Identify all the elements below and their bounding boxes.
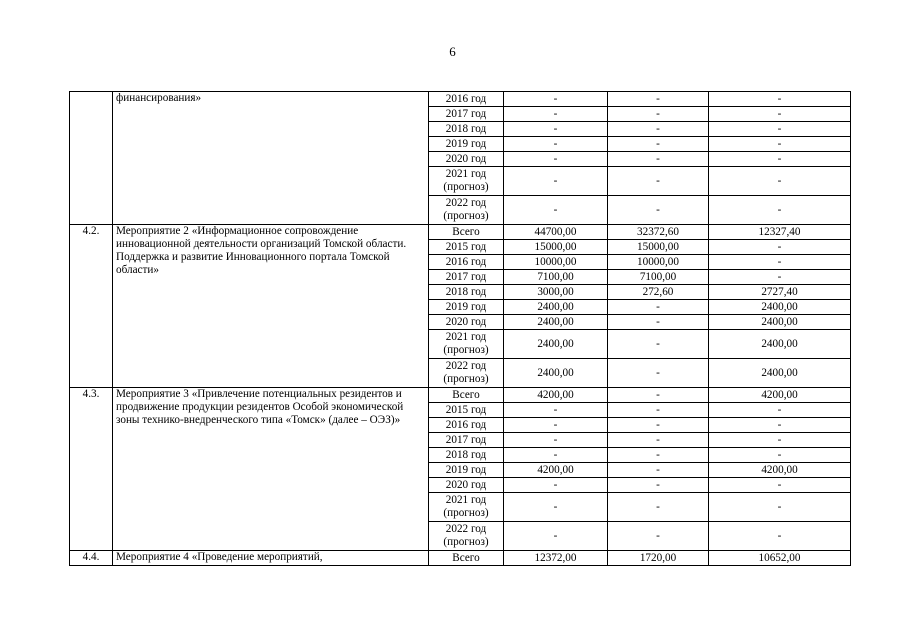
federal-amount-cell: - — [608, 196, 709, 225]
regional-amount-cell: - — [709, 240, 851, 255]
total-amount-cell: 2400,00 — [504, 315, 608, 330]
period-cell: 2020 год — [429, 478, 504, 493]
federal-amount-cell: - — [608, 152, 709, 167]
federal-amount-cell: - — [608, 137, 709, 152]
total-amount-cell: 15000,00 — [504, 240, 608, 255]
total-amount-cell: - — [504, 493, 608, 522]
regional-amount-cell: 2400,00 — [709, 330, 851, 359]
federal-amount-cell: 10000,00 — [608, 255, 709, 270]
period-cell: Всего — [429, 551, 504, 566]
period-cell: 2015 год — [429, 403, 504, 418]
federal-amount-cell: 32372,60 — [608, 225, 709, 240]
total-amount-cell: - — [504, 403, 608, 418]
regional-amount-cell: - — [709, 478, 851, 493]
regional-amount-cell: 10652,00 — [709, 551, 851, 566]
period-cell: 2016 год — [429, 255, 504, 270]
regional-amount-cell: - — [709, 167, 851, 196]
federal-amount-cell: - — [608, 92, 709, 107]
total-amount-cell: - — [504, 418, 608, 433]
regional-amount-cell: - — [709, 107, 851, 122]
period-cell: 2017 год — [429, 270, 504, 285]
total-amount-cell: - — [504, 522, 608, 551]
federal-amount-cell: - — [608, 418, 709, 433]
period-cell: Всего — [429, 225, 504, 240]
regional-amount-cell: - — [709, 493, 851, 522]
regional-amount-cell: 2727,40 — [709, 285, 851, 300]
period-cell: 2022 год (прогноз) — [429, 196, 504, 225]
activity-name-cell: Мероприятие 4 «Проведение мероприятий, — [113, 551, 429, 566]
period-cell: 2019 год — [429, 300, 504, 315]
item-number-cell: 4.4. — [70, 551, 113, 566]
total-amount-cell: - — [504, 196, 608, 225]
total-amount-cell: 2400,00 — [504, 300, 608, 315]
period-cell: 2021 год (прогноз) — [429, 167, 504, 196]
regional-amount-cell: - — [709, 522, 851, 551]
regional-amount-cell: - — [709, 92, 851, 107]
total-amount-cell: 4200,00 — [504, 388, 608, 403]
total-amount-cell: 2400,00 — [504, 330, 608, 359]
regional-amount-cell: - — [709, 152, 851, 167]
regional-amount-cell: - — [709, 255, 851, 270]
table-row — [70, 92, 851, 107]
page-number: 6 — [449, 44, 456, 59]
period-cell: 2021 год (прогноз) — [429, 330, 504, 359]
budget-table — [69, 91, 851, 566]
period-cell: 2017 год — [429, 433, 504, 448]
federal-amount-cell: 7100,00 — [608, 270, 709, 285]
total-amount-cell: 4200,00 — [504, 463, 608, 478]
regional-amount-cell: - — [709, 137, 851, 152]
total-amount-cell: 12372,00 — [504, 551, 608, 566]
period-cell: Всего — [429, 388, 504, 403]
regional-amount-cell: 12327,40 — [709, 225, 851, 240]
total-amount-cell: - — [504, 92, 608, 107]
federal-amount-cell: 1720,00 — [608, 551, 709, 566]
federal-amount-cell: - — [608, 463, 709, 478]
federal-amount-cell: - — [608, 122, 709, 137]
federal-amount-cell: - — [608, 522, 709, 551]
total-amount-cell: 7100,00 — [504, 270, 608, 285]
total-amount-cell: - — [504, 122, 608, 137]
federal-amount-cell: - — [608, 493, 709, 522]
activity-name-cell: финансирования» — [113, 92, 429, 225]
federal-amount-cell: 15000,00 — [608, 240, 709, 255]
total-amount-cell: 44700,00 — [504, 225, 608, 240]
federal-amount-cell: 272,60 — [608, 285, 709, 300]
total-amount-cell: - — [504, 478, 608, 493]
period-cell: 2018 год — [429, 285, 504, 300]
period-cell: 2021 год (прогноз) — [429, 493, 504, 522]
item-number-cell: 4.2. — [70, 225, 113, 388]
item-number-cell: 4.3. — [70, 388, 113, 551]
budget-table-body — [70, 92, 851, 566]
total-amount-cell: - — [504, 107, 608, 122]
regional-amount-cell: 4200,00 — [709, 463, 851, 478]
total-amount-cell: 2400,00 — [504, 359, 608, 388]
federal-amount-cell: - — [608, 478, 709, 493]
period-cell: 2016 год — [429, 418, 504, 433]
period-cell: 2020 год — [429, 315, 504, 330]
federal-amount-cell: - — [608, 403, 709, 418]
period-cell: 2016 год — [429, 92, 504, 107]
table-row — [70, 388, 851, 403]
regional-amount-cell: - — [709, 196, 851, 225]
period-cell: 2022 год (прогноз) — [429, 522, 504, 551]
period-cell: 2020 год — [429, 152, 504, 167]
period-cell: 2019 год — [429, 463, 504, 478]
regional-amount-cell: 4200,00 — [709, 388, 851, 403]
federal-amount-cell: - — [608, 433, 709, 448]
federal-amount-cell: - — [608, 448, 709, 463]
regional-amount-cell: 2400,00 — [709, 315, 851, 330]
regional-amount-cell: - — [709, 122, 851, 137]
activity-name-cell: Мероприятие 3 «Привлечение потенциальных резидентов и продвижение продукции резидентов Особой экономической зоны технико-внедренческого типа «Томск» (далее – ОЭЗ)» — [113, 388, 429, 551]
regional-amount-cell: - — [709, 418, 851, 433]
total-amount-cell: 10000,00 — [504, 255, 608, 270]
total-amount-cell: - — [504, 448, 608, 463]
period-cell: 2019 год — [429, 137, 504, 152]
total-amount-cell: - — [504, 167, 608, 196]
federal-amount-cell: - — [608, 315, 709, 330]
total-amount-cell: - — [504, 152, 608, 167]
period-cell: 2022 год (прогноз) — [429, 359, 504, 388]
total-amount-cell: - — [504, 433, 608, 448]
period-cell: 2017 год — [429, 107, 504, 122]
period-cell: 2018 год — [429, 122, 504, 137]
federal-amount-cell: - — [608, 330, 709, 359]
item-number-cell — [70, 92, 113, 225]
table-row — [70, 551, 851, 566]
regional-amount-cell: 2400,00 — [709, 359, 851, 388]
federal-amount-cell: - — [608, 359, 709, 388]
federal-amount-cell: - — [608, 300, 709, 315]
total-amount-cell: 3000,00 — [504, 285, 608, 300]
period-cell: 2015 год — [429, 240, 504, 255]
regional-amount-cell: - — [709, 403, 851, 418]
regional-amount-cell: - — [709, 270, 851, 285]
regional-amount-cell: - — [709, 448, 851, 463]
regional-amount-cell: 2400,00 — [709, 300, 851, 315]
regional-amount-cell: - — [709, 433, 851, 448]
period-cell: 2018 год — [429, 448, 504, 463]
federal-amount-cell: - — [608, 388, 709, 403]
federal-amount-cell: - — [608, 167, 709, 196]
federal-amount-cell: - — [608, 107, 709, 122]
activity-name-cell: Мероприятие 2 «Информационное сопровождение инновационной деятельности организаций Томской области. Поддержка и развитие Инновационного портала Томской области» — [113, 225, 429, 388]
total-amount-cell: - — [504, 137, 608, 152]
table-row — [70, 225, 851, 240]
